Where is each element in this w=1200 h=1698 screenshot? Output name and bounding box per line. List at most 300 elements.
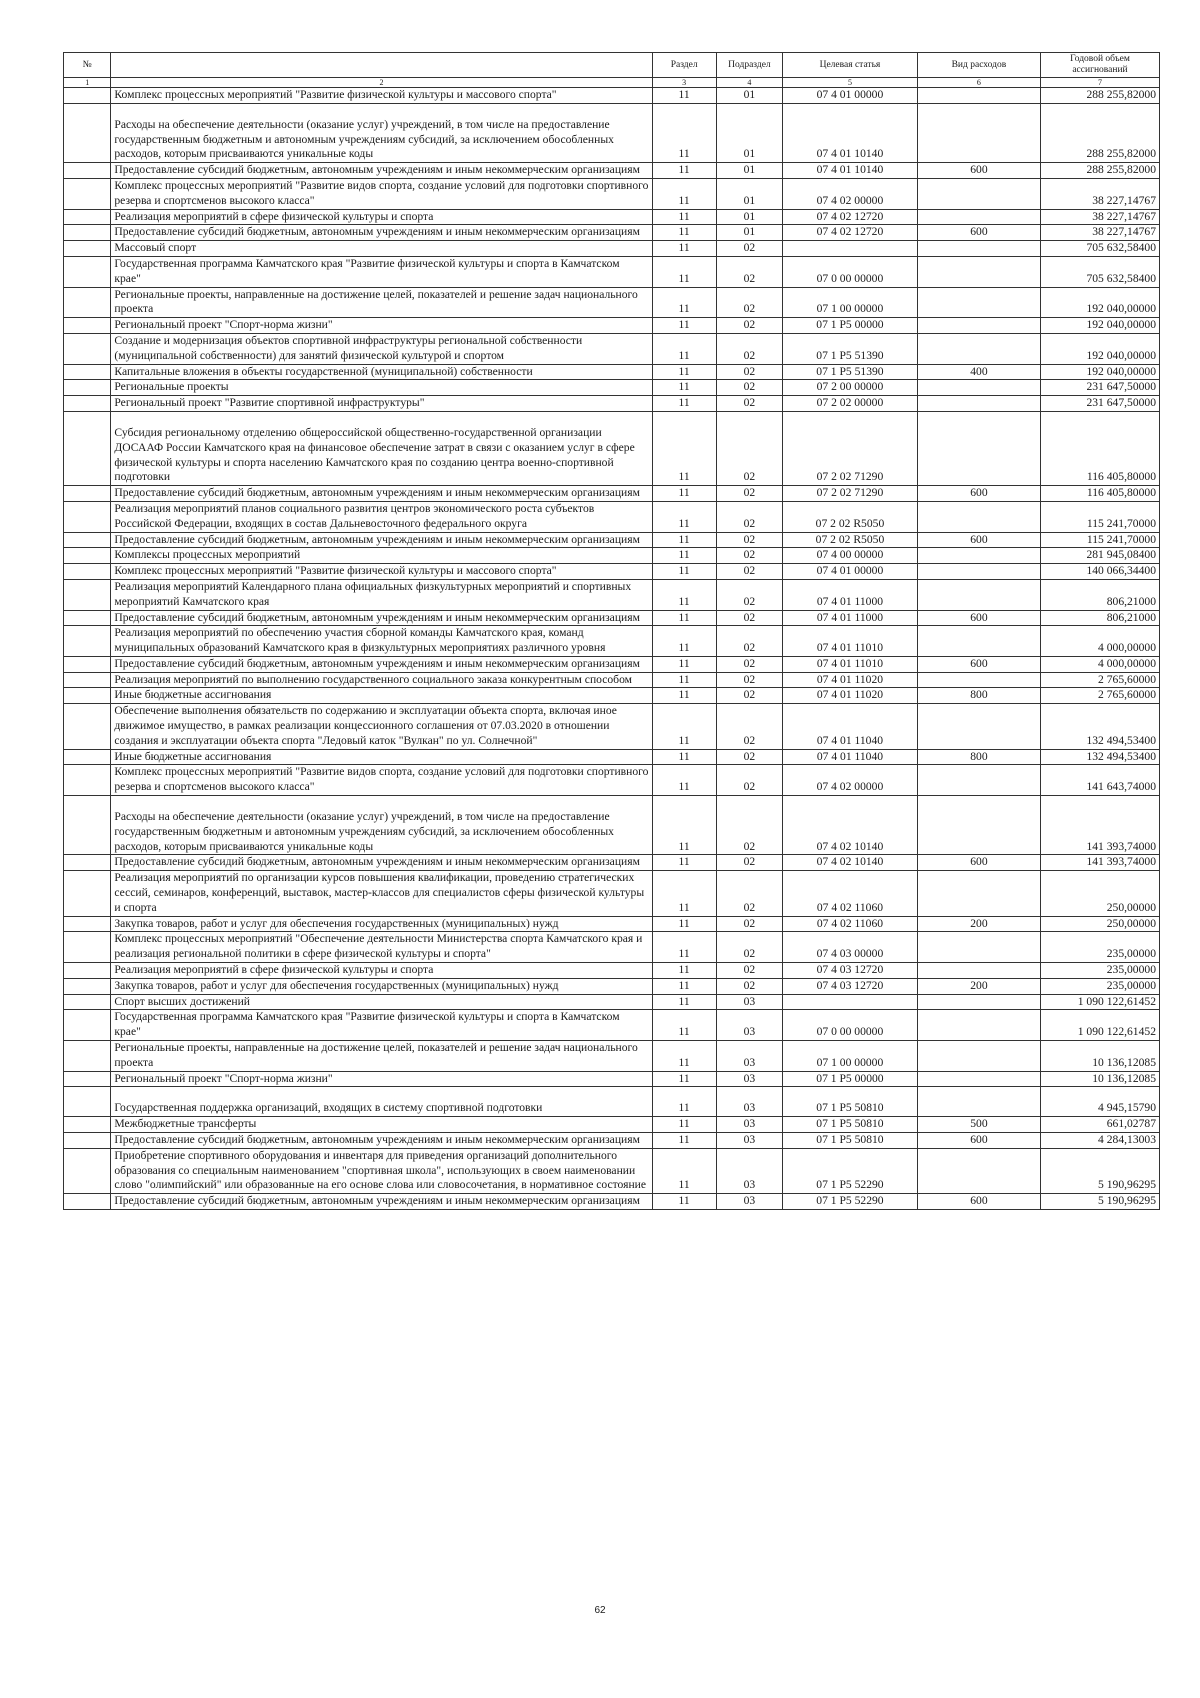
podrazdel-cell: 02: [716, 287, 782, 318]
razdel-cell: 11: [652, 978, 716, 994]
vid-cell: [917, 1010, 1040, 1041]
summa-cell: 2 765,60000: [1041, 672, 1160, 688]
summa-cell: 250,00000: [1041, 871, 1160, 916]
num-cell: [64, 916, 111, 932]
num-cell: [64, 749, 111, 765]
item-name: Предоставление субсидий бюджетным, автономным учреждениям и иным некоммерческим организациям: [111, 1194, 652, 1210]
summa-cell: 4 000,00000: [1041, 656, 1160, 672]
summa-cell: 192 040,00000: [1041, 318, 1160, 334]
table-row: [64, 796, 1160, 855]
razdel-cell: 11: [652, 287, 716, 318]
vid-cell: 500: [917, 1117, 1040, 1133]
vid-cell: [917, 380, 1040, 396]
summa-cell: 705 632,58400: [1041, 241, 1160, 257]
num-cell: [64, 396, 111, 412]
num-cell: [64, 548, 111, 564]
vid-cell: [917, 1071, 1040, 1087]
table-row: [64, 749, 1160, 765]
item-name: Региональные проекты, направленные на достижение целей, показателей и решение задач национального проекта: [111, 1041, 652, 1072]
statya-cell: 07 4 03 12720: [783, 978, 918, 994]
num-cell: [64, 855, 111, 871]
vid-cell: [917, 333, 1040, 364]
table-row: [64, 256, 1160, 287]
podrazdel-cell: 02: [716, 656, 782, 672]
razdel-cell: 11: [652, 1117, 716, 1133]
statya-cell: 07 4 02 11060: [783, 871, 918, 916]
header-num-4: 4: [716, 78, 782, 88]
vid-cell: [917, 1148, 1040, 1193]
table-row: [64, 103, 1160, 162]
statya-cell: 07 4 02 10140: [783, 855, 918, 871]
summa-cell: 5 190,96295: [1041, 1148, 1160, 1193]
razdel-cell: 11: [652, 411, 716, 485]
statya-cell: 07 4 01 11040: [783, 749, 918, 765]
razdel-cell: 11: [652, 178, 716, 209]
vid-cell: [917, 103, 1040, 162]
summa-cell: 4 000,00000: [1041, 626, 1160, 657]
num-cell: [64, 209, 111, 225]
summa-cell: 5 190,96295: [1041, 1194, 1160, 1210]
summa-cell: 705 632,58400: [1041, 256, 1160, 287]
item-name: Региональный проект "Спорт-норма жизни": [111, 318, 652, 334]
vid-cell: [917, 564, 1040, 580]
table-row: [64, 364, 1160, 380]
item-name: Межбюджетные трансферты: [111, 1117, 652, 1133]
summa-cell: 38 227,14767: [1041, 178, 1160, 209]
vid-cell: [917, 1087, 1040, 1117]
header-statya: Целевая статья: [783, 53, 918, 78]
item-name: Реализация мероприятий в сфере физической культуры и спорта: [111, 209, 652, 225]
header-num-1: 1: [64, 78, 111, 88]
num-cell: [64, 163, 111, 179]
vid-cell: [917, 178, 1040, 209]
vid-cell: [917, 994, 1040, 1010]
podrazdel-cell: 02: [716, 932, 782, 963]
podrazdel-cell: 01: [716, 103, 782, 162]
razdel-cell: 11: [652, 1133, 716, 1149]
table-row: [64, 532, 1160, 548]
item-name: Иные бюджетные ассигнования: [111, 688, 652, 704]
summa-cell: 115 241,70000: [1041, 532, 1160, 548]
summa-cell: 281 945,08400: [1041, 548, 1160, 564]
num-cell: [64, 88, 111, 104]
item-name: Предоставление субсидий бюджетным, автономным учреждениям и иным некоммерческим организациям: [111, 486, 652, 502]
item-name: Комплекс процессных мероприятий "Развитие видов спорта, создание условий для подготовки спортивного резерва и спортсменов высокого класса": [111, 765, 652, 796]
razdel-cell: 11: [652, 688, 716, 704]
razdel-cell: 11: [652, 932, 716, 963]
item-name: Комплекс процессных мероприятий "Обеспечение деятельности Министерства спорта Камчатского края и реализация региональной политики в сфере физической культуры и спорта": [111, 932, 652, 963]
statya-cell: 07 2 02 71290: [783, 411, 918, 485]
table-row: [64, 548, 1160, 564]
table-row: [64, 610, 1160, 626]
vid-cell: 600: [917, 486, 1040, 502]
vid-cell: 600: [917, 225, 1040, 241]
vid-cell: [917, 626, 1040, 657]
table-row: [64, 855, 1160, 871]
razdel-cell: 11: [652, 1041, 716, 1072]
vid-cell: 600: [917, 1194, 1040, 1210]
razdel-cell: 11: [652, 532, 716, 548]
statya-cell: [783, 241, 918, 257]
podrazdel-cell: 01: [716, 225, 782, 241]
razdel-cell: 11: [652, 855, 716, 871]
num-cell: [64, 411, 111, 485]
table-row: [64, 765, 1160, 796]
podrazdel-cell: 02: [716, 765, 782, 796]
budget-table-sheet: [63, 52, 1160, 1210]
table-row: [64, 486, 1160, 502]
header-no: №: [64, 53, 111, 78]
statya-cell: 07 4 02 11060: [783, 916, 918, 932]
podrazdel-cell: 02: [716, 501, 782, 532]
vid-cell: [917, 241, 1040, 257]
razdel-cell: 11: [652, 704, 716, 749]
item-name: Обеспечение выполнения обязательств по содержанию и эксплуатации объекта спорта, включая иное движимое имущество, в рамках реализации концессионного соглашения от 07.03.2020 в отношении создания и эксплуатации объекта спорта "Ледовый каток "Вулкан" по ул. Солнечной": [111, 704, 652, 749]
vid-cell: 200: [917, 978, 1040, 994]
summa-cell: 116 405,80000: [1041, 486, 1160, 502]
podrazdel-cell: 03: [716, 1071, 782, 1087]
item-name: Реализация мероприятий Календарного плана официальных физкультурных мероприятий и спортивных мероприятий Камчатского края: [111, 579, 652, 610]
num-cell: [64, 256, 111, 287]
num-cell: [64, 994, 111, 1010]
podrazdel-cell: 02: [716, 333, 782, 364]
vid-cell: [917, 318, 1040, 334]
table-row: [64, 704, 1160, 749]
summa-cell: 231 647,50000: [1041, 380, 1160, 396]
table-row: [64, 672, 1160, 688]
vid-cell: 600: [917, 610, 1040, 626]
item-name: Предоставление субсидий бюджетным, автономным учреждениям и иным некоммерческим организациям: [111, 225, 652, 241]
summa-cell: 192 040,00000: [1041, 364, 1160, 380]
summa-cell: 1 090 122,61452: [1041, 1010, 1160, 1041]
summa-cell: 288 255,82000: [1041, 103, 1160, 162]
razdel-cell: 11: [652, 163, 716, 179]
item-name: Предоставление субсидий бюджетным, автономным учреждениям и иным некоммерческим организациям: [111, 656, 652, 672]
podrazdel-cell: 01: [716, 178, 782, 209]
num-cell: [64, 704, 111, 749]
razdel-cell: 11: [652, 88, 716, 104]
num-cell: [64, 610, 111, 626]
table-row: [64, 871, 1160, 916]
statya-cell: 07 4 01 10140: [783, 163, 918, 179]
item-name: Закупка товаров, работ и услуг для обеспечения государственных (муниципальных) нужд: [111, 916, 652, 932]
num-cell: [64, 241, 111, 257]
header-razdel: Раздел: [652, 53, 716, 78]
statya-cell: 07 1 P5 52290: [783, 1148, 918, 1193]
num-cell: [64, 486, 111, 502]
razdel-cell: 11: [652, 916, 716, 932]
vid-cell: [917, 1041, 1040, 1072]
statya-cell: 07 2 02 00000: [783, 396, 918, 412]
item-name: Региональные проекты: [111, 380, 652, 396]
budget-table: [63, 52, 1160, 1210]
num-cell: [64, 1194, 111, 1210]
summa-cell: 231 647,50000: [1041, 396, 1160, 412]
table-row: [64, 411, 1160, 485]
num-cell: [64, 1071, 111, 1087]
podrazdel-cell: 03: [716, 1041, 782, 1072]
table-row: [64, 978, 1160, 994]
summa-cell: 806,21000: [1041, 579, 1160, 610]
item-name: Предоставление субсидий бюджетным, автономным учреждениям и иным некоммерческим организациям: [111, 163, 652, 179]
statya-cell: 07 4 01 11010: [783, 626, 918, 657]
podrazdel-cell: 02: [716, 380, 782, 396]
header-summa: Годовой объем ассигнований: [1041, 53, 1160, 78]
table-row: [64, 287, 1160, 318]
razdel-cell: 11: [652, 672, 716, 688]
statya-cell: 07 4 02 12720: [783, 209, 918, 225]
statya-cell: 07 2 00 00000: [783, 380, 918, 396]
num-cell: [64, 688, 111, 704]
item-name: Реализация мероприятий по выполнению государственного социального заказа конкурентным способом: [111, 672, 652, 688]
item-name: Создание и модернизация объектов спортивной инфраструктуры региональной собственности (муниципальной собственности) для занятий физической культурой и спортом: [111, 333, 652, 364]
num-cell: [64, 626, 111, 657]
podrazdel-cell: 02: [716, 396, 782, 412]
table-row: [64, 1071, 1160, 1087]
vid-cell: 200: [917, 916, 1040, 932]
vid-cell: [917, 704, 1040, 749]
table-row: [64, 501, 1160, 532]
summa-cell: 10 136,12085: [1041, 1041, 1160, 1072]
item-name: Государственная поддержка организаций, входящих в систему спортивной подготовки: [111, 1087, 652, 1117]
statya-cell: 07 4 03 12720: [783, 963, 918, 979]
num-cell: [64, 564, 111, 580]
podrazdel-cell: 02: [716, 626, 782, 657]
statya-cell: 07 2 02 R5050: [783, 501, 918, 532]
item-name: Государственная программа Камчатского края "Развитие физической культуры и спорта в Камчатском крае": [111, 1010, 652, 1041]
podrazdel-cell: 02: [716, 704, 782, 749]
vid-cell: [917, 548, 1040, 564]
statya-cell: 07 1 P5 50810: [783, 1133, 918, 1149]
vid-cell: [917, 411, 1040, 485]
statya-cell: 07 1 P5 52290: [783, 1194, 918, 1210]
vid-cell: [917, 396, 1040, 412]
vid-cell: 400: [917, 364, 1040, 380]
page-number: 62: [594, 1605, 606, 1616]
statya-cell: 07 1 00 00000: [783, 1041, 918, 1072]
podrazdel-cell: 02: [716, 411, 782, 485]
item-name: Иные бюджетные ассигнования: [111, 749, 652, 765]
statya-cell: 07 4 01 11040: [783, 704, 918, 749]
num-cell: [64, 103, 111, 162]
statya-cell: 07 4 00 00000: [783, 548, 918, 564]
num-cell: [64, 656, 111, 672]
razdel-cell: 11: [652, 1071, 716, 1087]
statya-cell: 07 4 01 11000: [783, 579, 918, 610]
razdel-cell: 11: [652, 796, 716, 855]
podrazdel-cell: 02: [716, 963, 782, 979]
summa-cell: 288 255,82000: [1041, 88, 1160, 104]
vid-cell: [917, 287, 1040, 318]
num-cell: [64, 532, 111, 548]
table-row: [64, 318, 1160, 334]
num-cell: [64, 1148, 111, 1193]
razdel-cell: 11: [652, 241, 716, 257]
num-cell: [64, 1087, 111, 1117]
vid-cell: [917, 963, 1040, 979]
vid-cell: [917, 672, 1040, 688]
table-row: [64, 963, 1160, 979]
razdel-cell: 11: [652, 1087, 716, 1117]
statya-cell: 07 2 02 R5050: [783, 532, 918, 548]
table-row: [64, 1117, 1160, 1133]
vid-cell: 600: [917, 1133, 1040, 1149]
num-cell: [64, 178, 111, 209]
item-name: Расходы на обеспечение деятельности (оказание услуг) учреждений, в том числе на предоставление государственным бюджетным и автономным учреждениям субсидий, за исключением обособленных расходов, которым присваиваются уникальные коды: [111, 796, 652, 855]
summa-cell: 141 643,74000: [1041, 765, 1160, 796]
razdel-cell: 11: [652, 626, 716, 657]
header-vid: Вид расходов: [917, 53, 1040, 78]
table-row: [64, 396, 1160, 412]
vid-cell: [917, 256, 1040, 287]
summa-cell: 115 241,70000: [1041, 501, 1160, 532]
item-name: Реализация мероприятий по обеспечению участия сборной команды Камчатского края, команд муниципальных образований Камчатского края в физкультурных мероприятиях различного уровня: [111, 626, 652, 657]
podrazdel-cell: 02: [716, 318, 782, 334]
razdel-cell: 11: [652, 318, 716, 334]
razdel-cell: 11: [652, 749, 716, 765]
header-num-3: 3: [652, 78, 716, 88]
podrazdel-cell: 03: [716, 1194, 782, 1210]
num-cell: [64, 364, 111, 380]
statya-cell: 07 2 02 71290: [783, 486, 918, 502]
vid-cell: [917, 796, 1040, 855]
statya-cell: 07 4 02 00000: [783, 178, 918, 209]
num-cell: [64, 1010, 111, 1041]
podrazdel-cell: 02: [716, 364, 782, 380]
podrazdel-cell: 02: [716, 749, 782, 765]
table-row: [64, 1148, 1160, 1193]
vid-cell: 600: [917, 855, 1040, 871]
item-name: Предоставление субсидий бюджетным, автономным учреждениям и иным некоммерческим организациям: [111, 532, 652, 548]
statya-cell: 07 4 01 10140: [783, 103, 918, 162]
summa-cell: 661,02787: [1041, 1117, 1160, 1133]
num-cell: [64, 1117, 111, 1133]
podrazdel-cell: 03: [716, 1087, 782, 1117]
podrazdel-cell: 03: [716, 1117, 782, 1133]
item-name: Комплекс процессных мероприятий "Развитие видов спорта, создание условий для подготовки спортивного резерва и спортсменов высокого класса": [111, 178, 652, 209]
table-row: [64, 333, 1160, 364]
num-cell: [64, 287, 111, 318]
num-cell: [64, 932, 111, 963]
razdel-cell: 11: [652, 209, 716, 225]
razdel-cell: 11: [652, 225, 716, 241]
podrazdel-cell: 03: [716, 994, 782, 1010]
item-name: Предоставление субсидий бюджетным, автономным учреждениям и иным некоммерческим организациям: [111, 855, 652, 871]
item-name: Спорт высших достижений: [111, 994, 652, 1010]
table-row: [64, 932, 1160, 963]
podrazdel-cell: 02: [716, 256, 782, 287]
razdel-cell: 11: [652, 333, 716, 364]
statya-cell: 07 1 P5 50810: [783, 1087, 918, 1117]
item-name: Комплекс процессных мероприятий "Развитие физической культуры и массового спорта": [111, 88, 652, 104]
num-cell: [64, 871, 111, 916]
item-name: Массовый спорт: [111, 241, 652, 257]
item-name: Предоставление субсидий бюджетным, автономным учреждениям и иным некоммерческим организациям: [111, 610, 652, 626]
item-name: Приобретение спортивного оборудования и инвентаря для приведения организаций дополнительного образования со специальным наименованием "спортивная школа", использующих в своем наименовании слово "олимпийский" или образованные на его основе слова или словосочетания, в нормативное состояние: [111, 1148, 652, 1193]
item-name: Региональный проект "Спорт-норма жизни": [111, 1071, 652, 1087]
vid-cell: 800: [917, 749, 1040, 765]
summa-cell: 10 136,12085: [1041, 1071, 1160, 1087]
num-cell: [64, 333, 111, 364]
table-row: [64, 88, 1160, 104]
num-cell: [64, 318, 111, 334]
razdel-cell: 11: [652, 486, 716, 502]
num-cell: [64, 1041, 111, 1072]
razdel-cell: 11: [652, 765, 716, 796]
statya-cell: 07 1 P5 51390: [783, 333, 918, 364]
statya-cell: 07 4 01 00000: [783, 564, 918, 580]
statya-cell: [783, 994, 918, 1010]
table-body: [64, 88, 1160, 1210]
razdel-cell: 11: [652, 963, 716, 979]
podrazdel-cell: 02: [716, 579, 782, 610]
podrazdel-cell: 02: [716, 796, 782, 855]
table-row: [64, 1087, 1160, 1117]
table-row: [64, 656, 1160, 672]
num-cell: [64, 672, 111, 688]
header-name: [111, 53, 652, 78]
podrazdel-cell: 02: [716, 532, 782, 548]
table-row: [64, 1010, 1160, 1041]
table-row: [64, 579, 1160, 610]
razdel-cell: 11: [652, 579, 716, 610]
num-cell: [64, 765, 111, 796]
razdel-cell: 11: [652, 1010, 716, 1041]
summa-cell: 235,00000: [1041, 978, 1160, 994]
summa-cell: 140 066,34400: [1041, 564, 1160, 580]
podrazdel-cell: 03: [716, 1010, 782, 1041]
summa-cell: 192 040,00000: [1041, 333, 1160, 364]
razdel-cell: 11: [652, 501, 716, 532]
vid-cell: [917, 209, 1040, 225]
razdel-cell: 11: [652, 396, 716, 412]
item-name: Государственная программа Камчатского края "Развитие физической культуры и спорта в Камчатском крае": [111, 256, 652, 287]
num-cell: [64, 796, 111, 855]
summa-cell: 192 040,00000: [1041, 287, 1160, 318]
table-row: [64, 626, 1160, 657]
summa-cell: 132 494,53400: [1041, 749, 1160, 765]
num-cell: [64, 1133, 111, 1149]
razdel-cell: 11: [652, 1194, 716, 1210]
summa-cell: 132 494,53400: [1041, 704, 1160, 749]
table-row: [64, 688, 1160, 704]
podrazdel-cell: 02: [716, 486, 782, 502]
podrazdel-cell: 01: [716, 88, 782, 104]
podrazdel-cell: 03: [716, 1133, 782, 1149]
podrazdel-cell: 02: [716, 564, 782, 580]
razdel-cell: 11: [652, 656, 716, 672]
razdel-cell: 11: [652, 564, 716, 580]
vid-cell: 600: [917, 656, 1040, 672]
summa-cell: 4 284,13003: [1041, 1133, 1160, 1149]
podrazdel-cell: 02: [716, 978, 782, 994]
razdel-cell: 11: [652, 103, 716, 162]
statya-cell: 07 4 02 12720: [783, 225, 918, 241]
item-name: Реализация мероприятий планов социального развития центров экономического роста субъектов Российской Федерации, входящих в состав Дальневосточного федерального округа: [111, 501, 652, 532]
summa-cell: 38 227,14767: [1041, 209, 1160, 225]
vid-cell: [917, 871, 1040, 916]
statya-cell: 07 4 01 11020: [783, 688, 918, 704]
razdel-cell: 11: [652, 871, 716, 916]
table-row: [64, 225, 1160, 241]
item-name: Реализация мероприятий в сфере физической культуры и спорта: [111, 963, 652, 979]
vid-cell: [917, 765, 1040, 796]
num-cell: [64, 225, 111, 241]
podrazdel-cell: 01: [716, 163, 782, 179]
razdel-cell: 11: [652, 1148, 716, 1193]
podrazdel-cell: 02: [716, 916, 782, 932]
podrazdel-cell: 01: [716, 209, 782, 225]
